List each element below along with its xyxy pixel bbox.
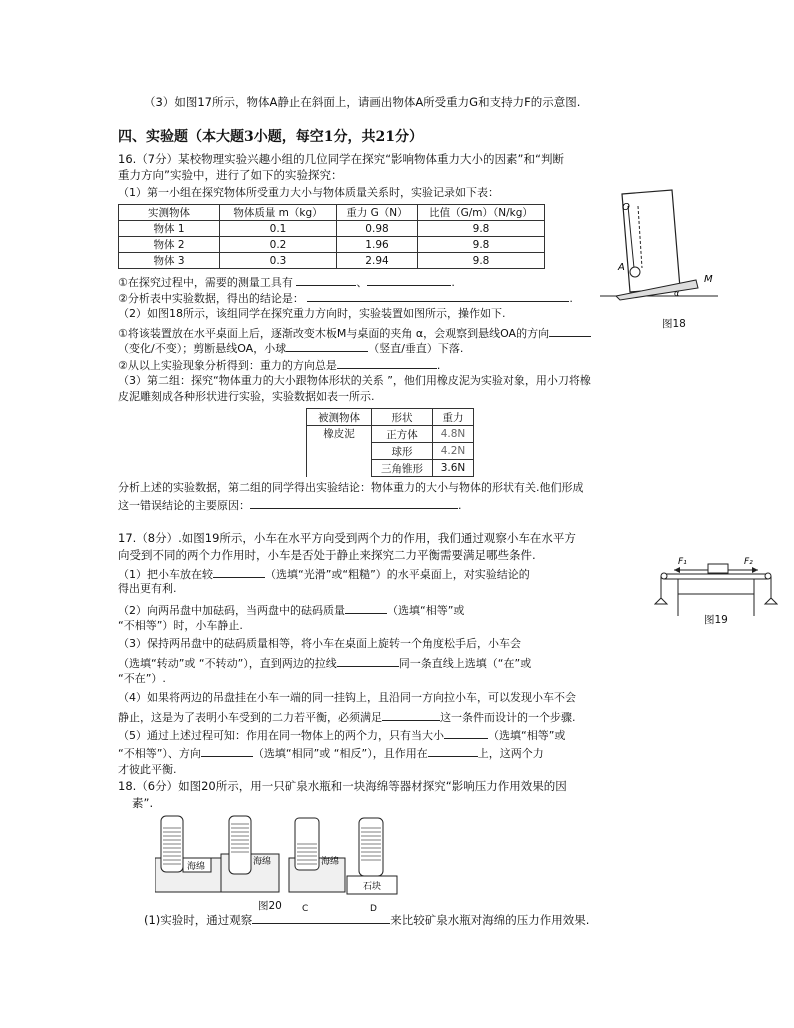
label-F2: F₂ bbox=[744, 557, 753, 567]
q16-intro-1: 16.（7分）某校物理实验兴趣小组的几位同学在探究“影响物体重力大小的因素”和“判断 bbox=[118, 152, 564, 166]
q16-part2-q2-line bbox=[118, 357, 440, 372]
section-title: 四、实验题（本大题3小题，每空1分，共21分） bbox=[118, 129, 423, 145]
q17-p3c: 同一条直线上选填（“在”或 bbox=[398, 657, 532, 670]
answer-blank[interactable] bbox=[428, 745, 478, 757]
q17-p4a: （4）如果将两边的吊盘挂在小车一端的同一挂钩上，且沿同一方向拉小车，可以发现小车不会 bbox=[118, 691, 576, 704]
q17-p1a: （1）把小车放在较 bbox=[118, 568, 213, 581]
q17-p5c: “不相等”）、方向 bbox=[118, 747, 201, 760]
answer-blank[interactable] bbox=[444, 727, 488, 739]
q16-conclusion-line bbox=[118, 290, 573, 305]
table1-cell: 2.94 bbox=[337, 253, 418, 269]
q17-p3d: “不在”）. bbox=[118, 672, 166, 685]
q16-conclusion-text: ②分析表中实验数据，得出的结论是： bbox=[118, 292, 304, 305]
q16-part1-intro: （1）第一小组在探究物体所受重力大小与物体质量关系时，实验记录如下表： bbox=[118, 186, 499, 199]
tabletop bbox=[664, 574, 768, 579]
table1-header: 实测物体 bbox=[119, 205, 220, 221]
q16-intro-2: 重力方向”实验中，进行了如下的实验探究： bbox=[118, 168, 343, 182]
q18-intro-1: 18.（6分）如图20所示，用一只矿泉水瓶和一块海绵等器材探究“影响压力作用效果的因 bbox=[118, 779, 567, 793]
pulley-right bbox=[765, 573, 771, 579]
table1-header: 重力 G（N） bbox=[337, 205, 418, 221]
bottle-B bbox=[229, 816, 251, 874]
q17-p4b: 静止，这是为了表明小车受到的二力若平衡，必须满足 bbox=[118, 711, 382, 724]
pan-left bbox=[655, 598, 667, 604]
bottle-D bbox=[359, 818, 383, 876]
q17-p5d: （选填“相同”或 “相反”），且作用在 bbox=[252, 747, 428, 760]
table1-header: 物体质量 m（kg） bbox=[220, 205, 337, 221]
period: . bbox=[436, 359, 441, 372]
q17-p1-line bbox=[118, 566, 530, 581]
q17-p4-line bbox=[118, 709, 576, 724]
label-F1: F₁ bbox=[678, 557, 687, 567]
answer-blank[interactable] bbox=[345, 602, 387, 614]
table1-cell: 物体 2 bbox=[119, 237, 220, 253]
answer-blank[interactable] bbox=[337, 357, 437, 369]
answer-blank[interactable] bbox=[549, 325, 591, 337]
q17-p5-line2 bbox=[118, 745, 544, 760]
label-M: M bbox=[704, 274, 713, 285]
cart bbox=[708, 564, 728, 573]
table1-cell: 0.98 bbox=[337, 221, 418, 237]
figure-20-caption: 图20 bbox=[258, 900, 282, 912]
q16-part2-q1b: （变化/不变）；剪断悬线OA，小球 bbox=[118, 342, 287, 355]
arrow-left bbox=[674, 567, 680, 573]
board-M bbox=[622, 190, 680, 292]
figure-20-label-D: D bbox=[370, 904, 377, 914]
q16-part3-d: 这一错误结论的主要原因： bbox=[118, 499, 250, 512]
table2-cell: 球形 bbox=[372, 443, 433, 460]
q18-p1a: (1)实验时，通过观察 bbox=[144, 913, 253, 927]
figure-18 bbox=[600, 188, 718, 328]
pan-right bbox=[765, 598, 777, 604]
arrow-right bbox=[752, 567, 758, 573]
table1-cell: 1.96 bbox=[337, 237, 418, 253]
period: . bbox=[451, 276, 455, 289]
period: . bbox=[569, 292, 573, 305]
answer-blank[interactable] bbox=[213, 566, 265, 578]
sponge-A-label: 海绵 bbox=[187, 862, 206, 872]
answer-blank[interactable] bbox=[367, 274, 451, 286]
q16-tools-line bbox=[118, 274, 455, 289]
q16-part2-q1a: ①将该装置放在水平桌面上后，逐渐改变木板M与桌面的夹角 α，会观察到悬线OA的方向 bbox=[118, 327, 550, 340]
q17-p1c: 得出更有利. bbox=[118, 582, 177, 595]
q18-intro-2: 素”. bbox=[132, 796, 154, 810]
table2-cell: 4.2N bbox=[433, 443, 474, 460]
table1-cell: 0.2 bbox=[220, 237, 337, 253]
q16-part2-q1-line1 bbox=[118, 325, 591, 340]
figure-20-label-C: C bbox=[302, 904, 309, 914]
table2-object: 橡皮泥 bbox=[307, 426, 372, 477]
q17-p5b: （选填“相等”或 bbox=[488, 729, 566, 742]
q18-p1b: 来比较矿泉水瓶对海绵的压力作用效果. bbox=[390, 913, 590, 927]
q17-p2-line bbox=[118, 602, 464, 617]
answer-blank[interactable] bbox=[307, 290, 569, 302]
sponge-B-label: 海绵 bbox=[253, 857, 272, 867]
q17-p5e: 上，这两个力 bbox=[477, 747, 544, 760]
label-O: O bbox=[622, 202, 630, 213]
q16-table2 bbox=[306, 408, 474, 477]
table2-header: 被测物体 bbox=[307, 409, 372, 426]
table1-cell: 物体 3 bbox=[119, 253, 220, 269]
table2-cell: 正方体 bbox=[372, 426, 433, 443]
table1-cell: 9.8 bbox=[418, 237, 545, 253]
table1-cell: 9.8 bbox=[418, 253, 545, 269]
q17-intro-2: 向受到不同的两个力作用时，小车是否处于静止来探究二力平衡需要满足哪些条件. bbox=[118, 548, 536, 562]
q16-part2-intro: （2）如图18所示，该组同学在探究重力方向时，实验装置如图所示，操作如下. bbox=[118, 307, 506, 320]
label-alpha: α bbox=[674, 289, 680, 298]
table1-cell: 9.8 bbox=[418, 221, 545, 237]
figure-18-caption: 图18 bbox=[662, 318, 686, 330]
table2-cell: 3.6N bbox=[433, 460, 474, 477]
table1-cell: 0.1 bbox=[220, 221, 337, 237]
q16-part3-a: （3）第二组：探究“物体重力的大小跟物体形状的关系 ”，他们用橡皮泥为实验对象，用小刀将橡 bbox=[118, 374, 591, 387]
q17-p3-line bbox=[118, 655, 531, 670]
q16-part3-b: 皮泥雕刻成各种形状进行实验，实验数据如表一所示. bbox=[118, 390, 375, 403]
period: . bbox=[458, 499, 462, 512]
table2-cell: 三角锥形 bbox=[372, 460, 433, 477]
sponge-C-label: 海绵 bbox=[321, 857, 340, 867]
answer-blank[interactable] bbox=[337, 655, 399, 667]
q18-p1-line bbox=[144, 912, 589, 927]
q17-p5-line1 bbox=[118, 727, 565, 742]
q17-p5a: （5）通过上述过程可知：作用在同一物体上的两个力，只有当大小 bbox=[118, 729, 444, 742]
table1-cell: 物体 1 bbox=[119, 221, 220, 237]
q17-p5f: 才彼此平衡. bbox=[118, 763, 177, 776]
table1-cell: 0.3 bbox=[220, 253, 337, 269]
q17-p2b: （选填“相等”或 bbox=[387, 604, 465, 617]
q16-tools-text: ①在探究过程中，需要的测量工具有 bbox=[118, 276, 293, 289]
table2-header: 重力 bbox=[433, 409, 474, 426]
q16-part2-q1c: （竖直/垂直）下落. bbox=[368, 342, 464, 355]
figure-20 bbox=[155, 814, 415, 904]
q16-part3-d-line bbox=[118, 497, 462, 512]
table2-header: 形状 bbox=[372, 409, 433, 426]
q17-p1b: （选填“光滑”或“粗糙”）的水平桌面上，对实验结论的 bbox=[265, 568, 530, 581]
q16-part3-c: 分析上述的实验数据，第二组的同学得出实验结论：物体重力的大小与物体的形状有关.他们形成 bbox=[118, 481, 584, 494]
separator: 、 bbox=[356, 276, 368, 289]
q16-table1 bbox=[118, 204, 545, 269]
figure-19-caption: 图19 bbox=[704, 614, 728, 626]
label-A: A bbox=[618, 262, 625, 273]
answer-blank[interactable] bbox=[201, 745, 253, 757]
answer-blank[interactable] bbox=[296, 274, 356, 286]
table1-header: 比值（G/m）（N/kg） bbox=[418, 205, 545, 221]
q16-part2-q2: ②从以上实验现象分析得到：重力的方向总是 bbox=[118, 359, 337, 372]
q17-p4c: 这一条件而设计的一个步骤. bbox=[440, 711, 576, 724]
ball-A bbox=[630, 267, 640, 277]
answer-blank[interactable] bbox=[382, 709, 440, 721]
answer-blank[interactable] bbox=[250, 497, 458, 509]
q17-intro-1: 17.（8分）.如图19所示，小车在水平方向受到两个力的作用，我们通过观察小车在水平方 bbox=[118, 531, 576, 545]
answer-blank[interactable] bbox=[286, 340, 368, 352]
q16-part2-q1-line2 bbox=[118, 340, 463, 355]
pulley-left bbox=[661, 573, 667, 579]
q17-p2c: “不相等”）时，小车静止. bbox=[118, 619, 243, 632]
q17-p3a: （3）保持两吊盘中的砝码质量相等，将小车在桌面上旋转一个角度松手后，小车会 bbox=[118, 637, 521, 650]
q17-part3-text: （3）如图17所示，物体A静止在斜面上，请画出物体A所受重力G和支持力F的示意图. bbox=[144, 95, 581, 109]
q17-p2a: （2）向两吊盘中加砝码，当两盘中的砝码质量 bbox=[118, 604, 345, 617]
q17-p3b: （选填“转动”或 “不转动”），直到两边的拉线 bbox=[118, 657, 337, 670]
stone-label: 石块 bbox=[363, 882, 382, 892]
table2-cell: 4.8N bbox=[433, 426, 474, 443]
answer-blank[interactable] bbox=[252, 912, 390, 924]
